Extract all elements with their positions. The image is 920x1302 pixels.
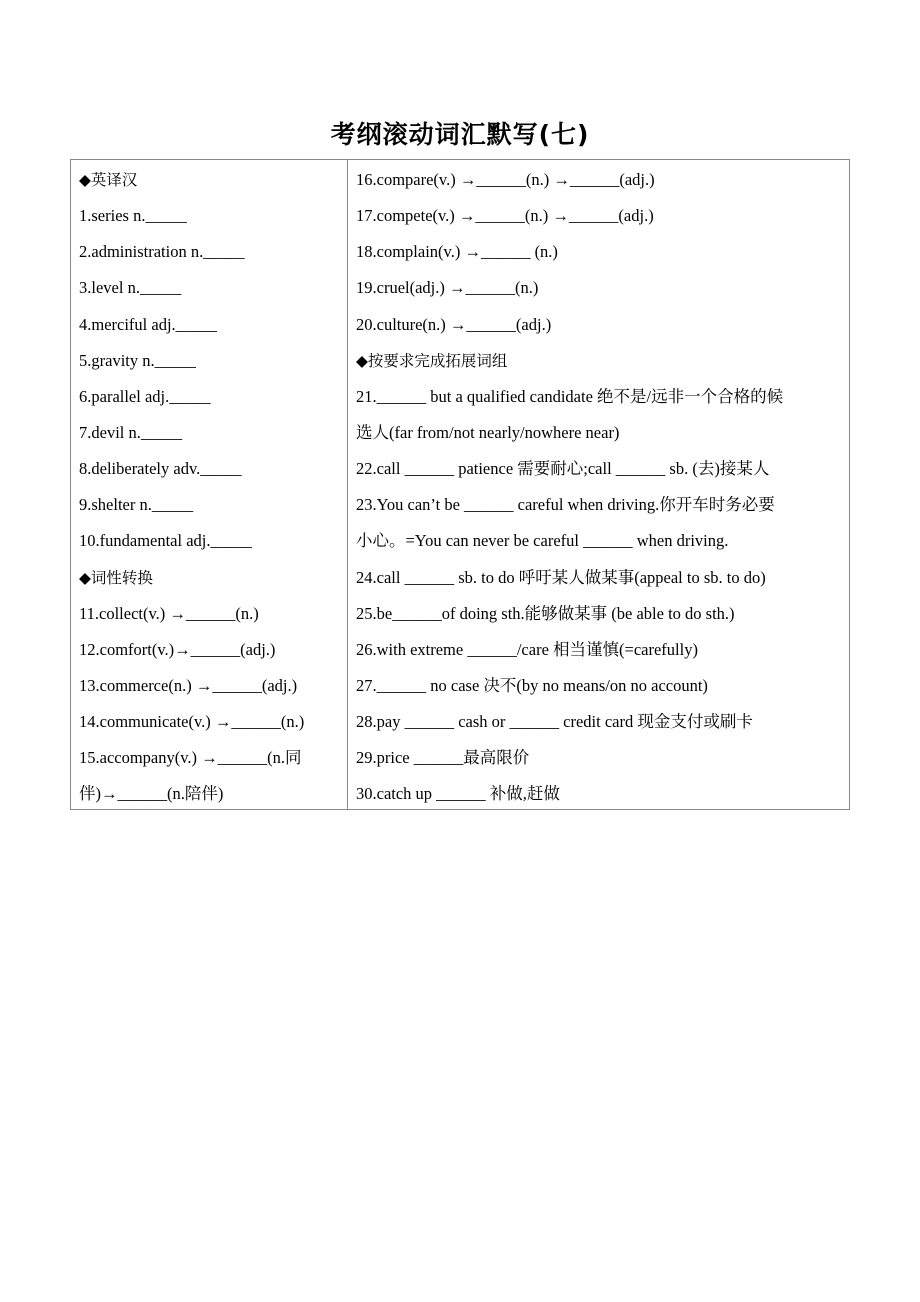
exercise-item: 6.parallel adj._____ (79, 386, 211, 406)
exercise-item: 5.gravity n._____ (79, 350, 196, 370)
exercise-item: 19.cruel(adj.) →______(n.) (356, 278, 539, 298)
exercise-item: 29.price ______最高限价 (356, 748, 530, 768)
exercise-item: 2.administration n._____ (79, 242, 245, 262)
exercise-item: 30.catch up ______ 补做,赶做 (356, 784, 560, 804)
exercise-item: 12.comfort(v.)→______(adj.) (79, 639, 276, 659)
exercise-item: 28.pay ______ cash or ______ credit card 现金支付或刷卡 (356, 712, 753, 732)
section-heading-english-to-chinese: ◆英译汉 (79, 171, 138, 189)
left-column (71, 160, 348, 809)
exercise-item: 20.culture(n.) →______(adj.) (356, 314, 552, 334)
exercise-item: 22.call ______ patience 需要耐心;call ______ sb. (去)接某人 (356, 459, 770, 479)
exercise-item: 3.level n._____ (79, 278, 182, 298)
exercise-item: 8.deliberately adv._____ (79, 459, 242, 479)
exercise-item: 10.fundamental adj._____ (79, 531, 252, 551)
section-heading-phrase-extension: ◆按要求完成拓展词组 (356, 351, 508, 370)
exercise-item: 13.commerce(n.) →______(adj.) (79, 675, 298, 695)
exercise-item: 4.merciful adj._____ (79, 314, 217, 334)
section-heading-word-form: ◆词性转换 (79, 568, 153, 587)
exercise-item: 26.with extreme ______/care 相当谨慎(=carefully) (356, 639, 698, 659)
exercise-item: 11.collect(v.) →______(n.) (79, 603, 259, 623)
right-column (348, 160, 849, 809)
exercise-item: 1.series n._____ (79, 206, 187, 226)
exercise-item-continued: 小心。=You can never be careful ______ when driving. (356, 531, 729, 551)
worksheet-table (70, 159, 850, 810)
exercise-item: 18.complain(v.) →______ (n.) (356, 242, 558, 262)
exercise-item-continued: 选人(far from/not nearly/nowhere near) (356, 422, 620, 442)
exercise-item-continued: 伴)→______(n.陪伴) (79, 784, 224, 804)
exercise-item: 16.compare(v.) →______(n.) →______(adj.) (356, 170, 655, 189)
exercise-item: 14.communicate(v.) →______(n.) (79, 712, 305, 732)
page-title: 考纲滚动词汇默写(七) (330, 120, 590, 149)
exercise-item: 17.compete(v.) →______(n.) →______(adj.) (356, 206, 654, 226)
exercise-item: 7.devil n._____ (79, 422, 183, 442)
exercise-item: 27.______ no case 决不(by no means/on no account) (356, 675, 708, 695)
exercise-item: 21.______ but a qualified candidate 绝不是/远非一个合格的候 (356, 386, 784, 406)
exercise-item: 23.You can’t be ______ careful when driving.你开车时务必要 (356, 495, 775, 515)
exercise-item: 15.accompany(v.) →______(n.同 (79, 748, 302, 768)
exercise-item: 9.shelter n._____ (79, 495, 194, 515)
exercise-item: 25.be______of doing sth.能够做某事 (be able to do sth.) (356, 603, 735, 623)
exercise-item: 24.call ______ sb. to do 呼吁某人做某事(appeal to sb. to do) (356, 567, 766, 587)
